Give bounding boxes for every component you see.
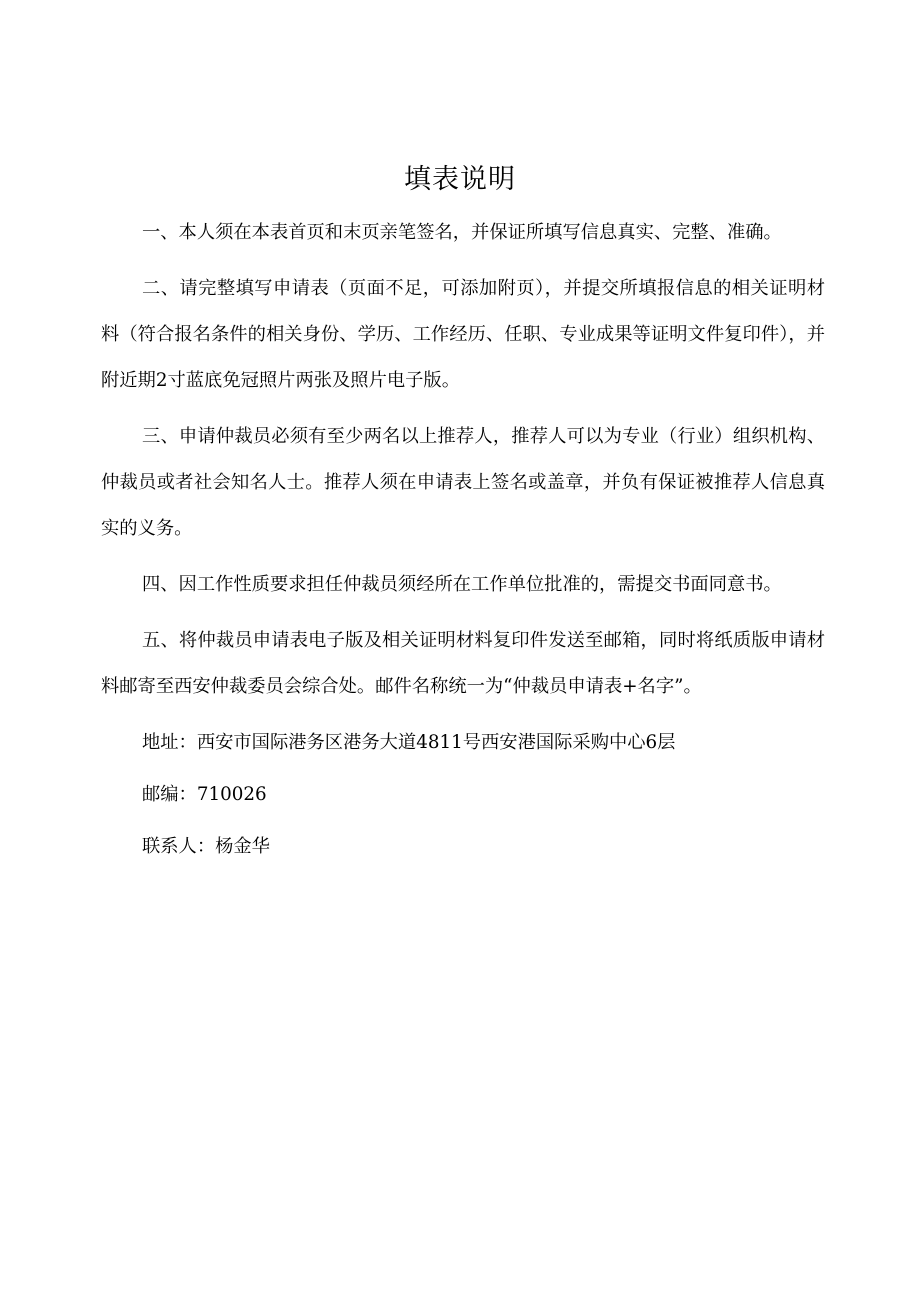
postcode-line: 邮编：710026 [142, 784, 267, 805]
document-title: 填表说明 [404, 164, 516, 195]
instruction-paragraph-2: 二、请完整填写申请表（页面不足，可添加附页），并提交所填报信息的相关证明材料（符合报名条件的相关身份、学历、工作经历、任职、专业成果等证明文件复印件），并附近期2寸蓝底免冠照片两张及照片电子版。 [101, 278, 825, 391]
instruction-paragraph-4: 四、因工作性质要求担任仲裁员须经所在工作单位批准的，需提交书面同意书。 [142, 574, 782, 595]
instruction-paragraph-3: 三、申请仲裁员必须有至少两名以上推荐人，推荐人可以为专业（行业）组织机构、仲裁员或者社会知名人士。推荐人须在申请表上签名或盖章，并负有保证被推荐人信息真实的义务。 [101, 426, 825, 539]
contact-line: 联系人：杨金华 [142, 836, 270, 857]
instruction-paragraph-1: 一、本人须在本表首页和末页亲笔签名，并保证所填写信息真实、完整、准确。 [142, 222, 782, 243]
instructions-body [101, 210, 825, 876]
instruction-paragraph-5: 五、将仲裁员申请表电子版及相关证明材料复印件发送至邮箱，同时将纸质版申请材料邮寄至西安仲裁委员会综合处。邮件名称统一为“仲裁员申请表+名字”。 [101, 630, 825, 697]
address-line: 地址：西安市国际港务区港务大道4811号西安港国际采购中心6层 [142, 732, 676, 753]
